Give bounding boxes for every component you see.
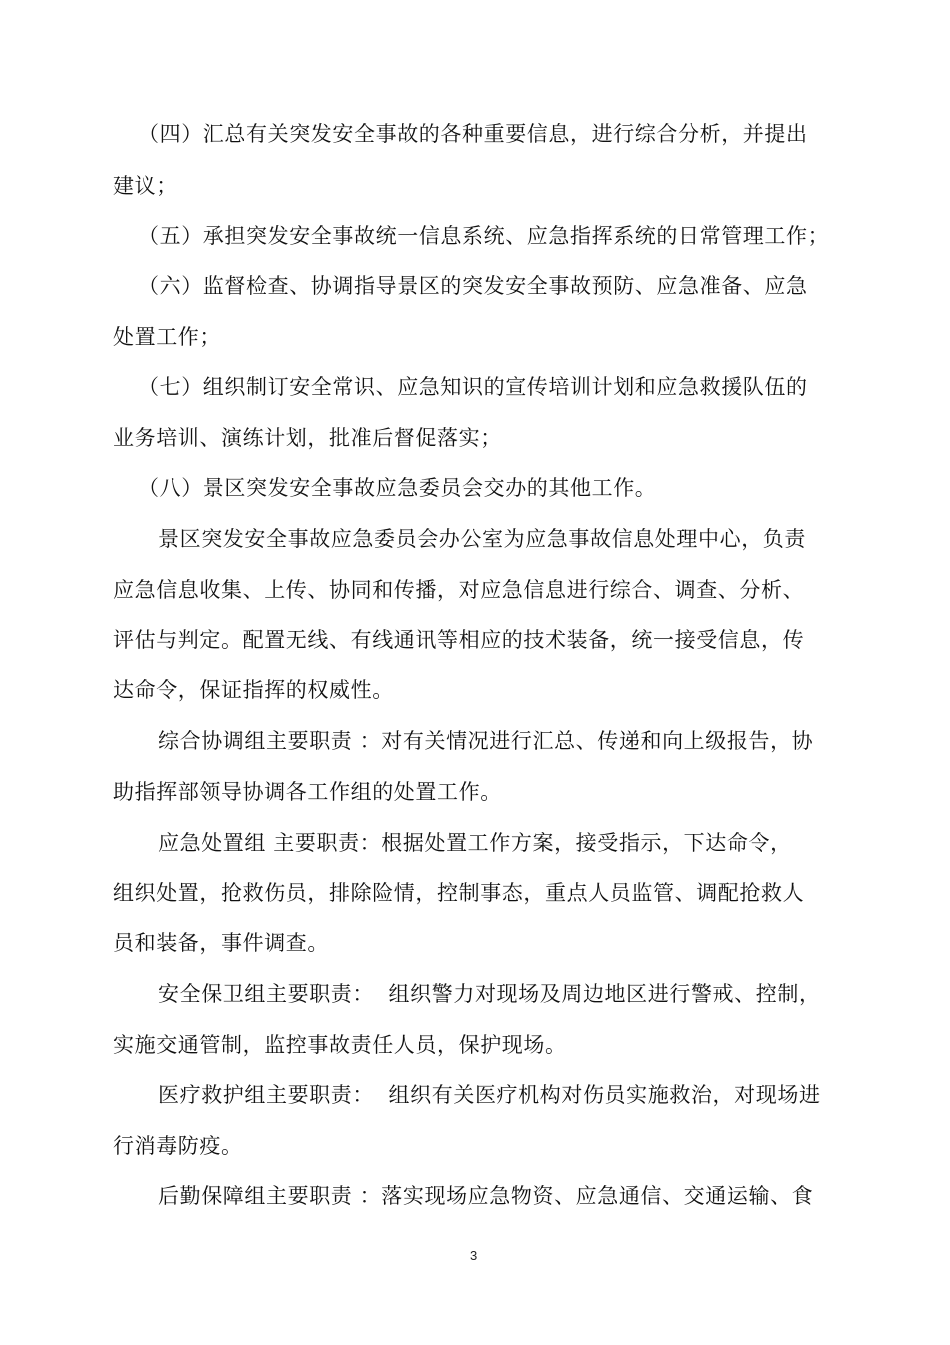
text-line: 实施交通管制，监控事故责任人员，保护现场。 [113,1033,567,1057]
text-line: 员和装备，事件调查。 [113,931,329,955]
text-line: 医疗救护组主要职责： 组织有关医疗机构对伤员实施救治，对现场进 [158,1083,821,1107]
text-line: （八）景区突发安全事故应急委员会交办的其他工作。 [138,476,657,500]
text-line: （四）汇总有关突发安全事故的各种重要信息，进行综合分析，并提出 [138,122,808,146]
text-line: 业务培训、演练计划，批准后督促落实； [113,426,502,450]
text-line: 应急信息收集、上传、协同和传播，对应急信息进行综合、调查、分析、 [113,578,805,602]
text-line: 处置工作； [113,325,221,349]
text-line: 景区突发安全事故应急委员会办公室为应急事故信息处理中心，负责 [158,527,806,551]
text-line: 建议； [113,174,178,198]
text-line: 综合协调组主要职责 ：对有关情况进行汇总、传递和向上级报告，协 [158,729,814,753]
text-line: 达命令，保证指挥的权威性。 [113,678,394,702]
text-line: （七）组织制订安全常识、应急知识的宣传培训计划和应急救援队伍的 [138,375,808,399]
page-number: 3 [470,1248,478,1263]
text-line: 评估与判定。配置无线、有线通讯等相应的技术装备，统一接受信息，传 [113,628,805,652]
text-line: 助指挥部领导协调各工作组的处置工作。 [113,780,502,804]
text-line: （六）监督检查、协调指导景区的突发安全事故预防、应急准备、应急 [138,274,808,298]
text-line: 行消毒防疫。 [113,1134,243,1158]
text-line: （五）承担突发安全事故统一信息系统、应急指挥系统的日常管理工作； [138,224,830,248]
text-line: 应急处置组 主要职责：根据处置工作方案，接受指示，下达命令， [158,831,792,855]
text-line: 后勤保障组主要职责 ：落实现场应急物资、应急通信、交通运输、食 [158,1184,814,1208]
text-line: 组织处置，抢救伤员，排除险情，控制事态，重点人员监管、调配抢救人 [113,881,805,905]
text-line: 安全保卫组主要职责： 组织警力对现场及周边地区进行警戒、控制， [158,982,821,1006]
